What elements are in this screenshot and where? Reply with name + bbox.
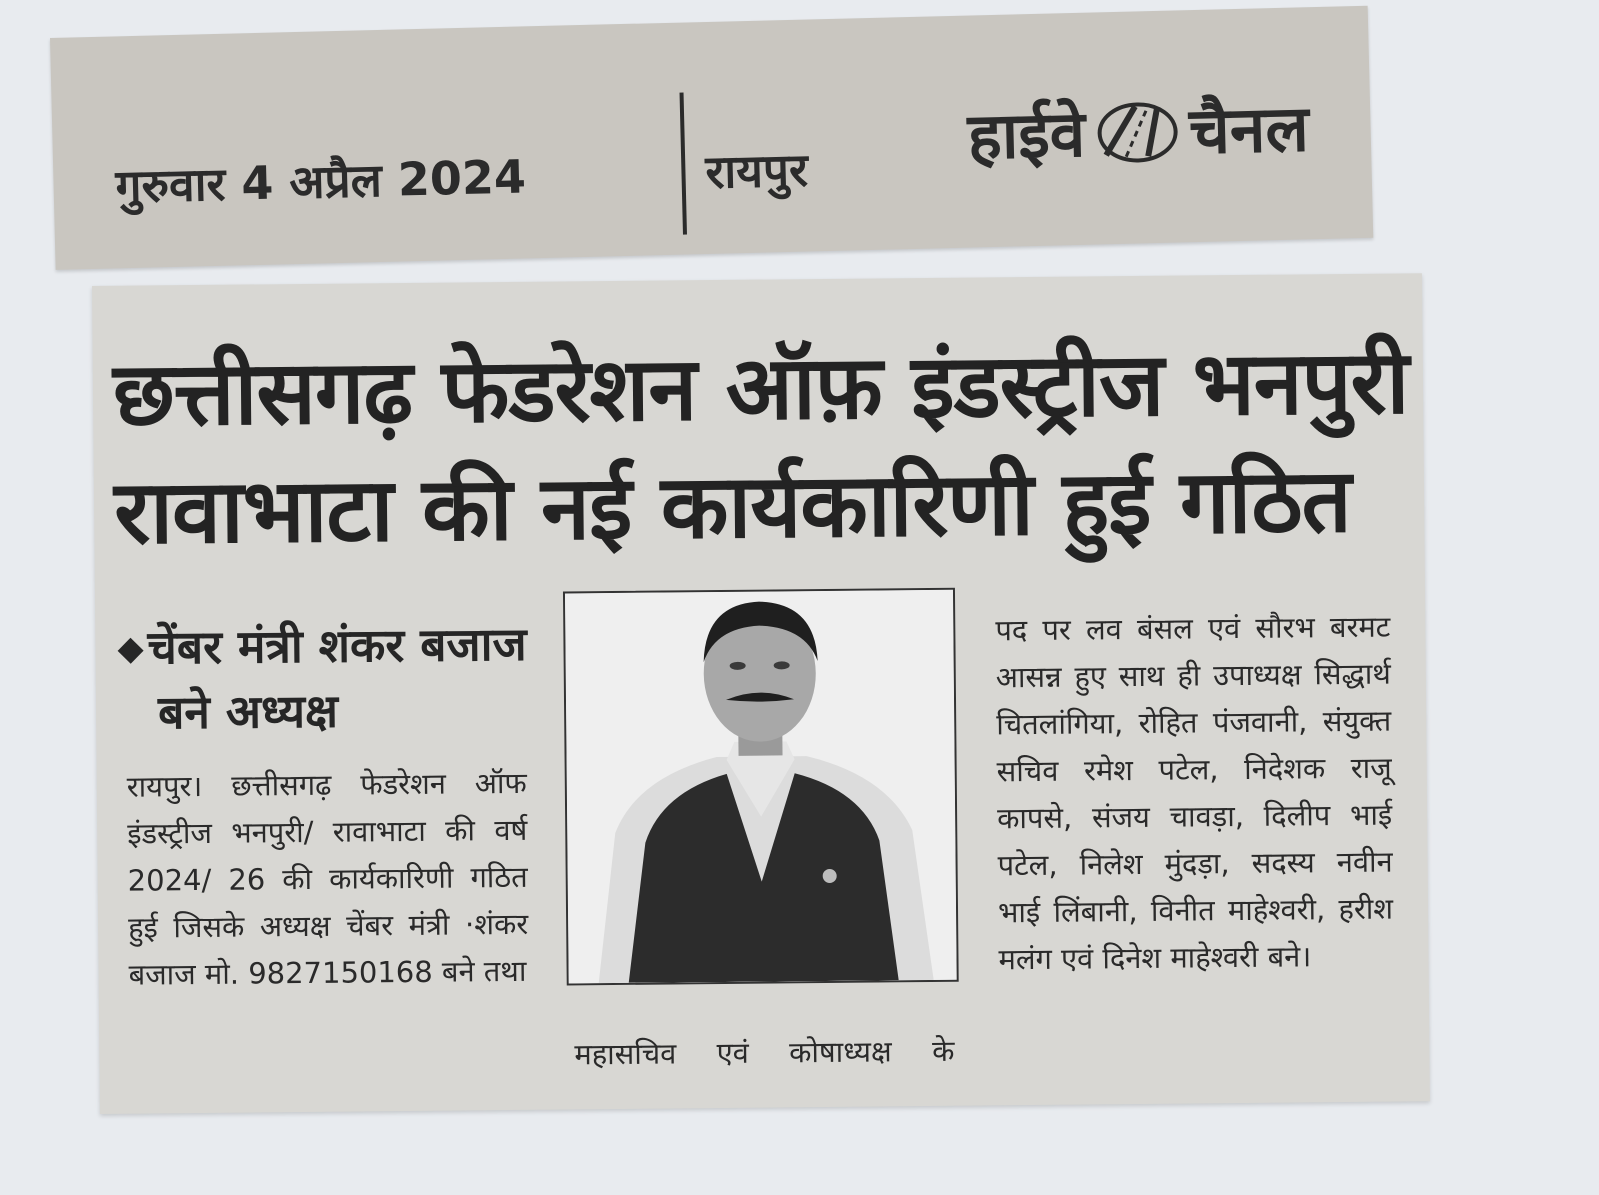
highway-road-logo-icon [1094,93,1180,167]
subhead-line-2: बने अध्यक्ष [157,683,339,740]
masthead-divider [680,93,687,235]
headline-line-1: छत्तीसगढ़ फेडरेशन ऑफ़ इंडस्ट्रीज भनपुरी [112,330,1409,446]
portrait-image [565,590,957,984]
headline-line-2: रावाभाटा की नई कार्यकारिणी हुई गठित [113,448,1352,564]
newspaper-brand [967,82,1310,177]
issue-date: गुरुवार 4 अप्रैल 2024 [114,149,527,214]
article-subheading [117,612,538,745]
brand-name-left: हाईवे [966,97,1087,175]
subhead-line-1: चेंबर मंत्री शंकर बजाज [147,616,527,675]
portrait-photo [563,588,959,986]
article-headline [112,323,1414,571]
brand-name-right: चैनल [1188,92,1310,170]
masthead-strip [50,6,1373,270]
body-column-1: रायपुर। छत्तीसगढ़ फेडरेशन ऑफ इंडस्ट्रीज भनपुरी/ रावाभाटा की वर्ष 2024/ 26 की कार्यकारिणी गठित हुई जिसके अध्यक्ष चेंबर मंत्री ·शंकर बजाज मो. 9827150168 बने तथा [126,765,529,992]
news-clipping [92,273,1430,1114]
edition-city: रायपुर [704,142,809,200]
bullet-diamond-icon: ◆ [117,628,144,669]
body-column-3: पद पर लव बंसल एवं सौरभ बरमट आसन्न हुए साथ ही उपाध्यक्ष सिद्धार्थ चितलांगिया, रोहित पंजवानी, संयुक्त सचिव रमेश पटेल, निदेशक राजू कापसे, संजय चावड़ा, दिलीप भाई पटेल, निलेश मुंदड़ा, सदस्य नवीन भाई लिंबानी, विनीत माहेश्वरी, हरीश मलंग एवं दिनेश माहेश्वरी बने। [995,609,1394,977]
body-column-2: महासचिव एवं कोषाध्यक्ष के [574,1033,955,1072]
